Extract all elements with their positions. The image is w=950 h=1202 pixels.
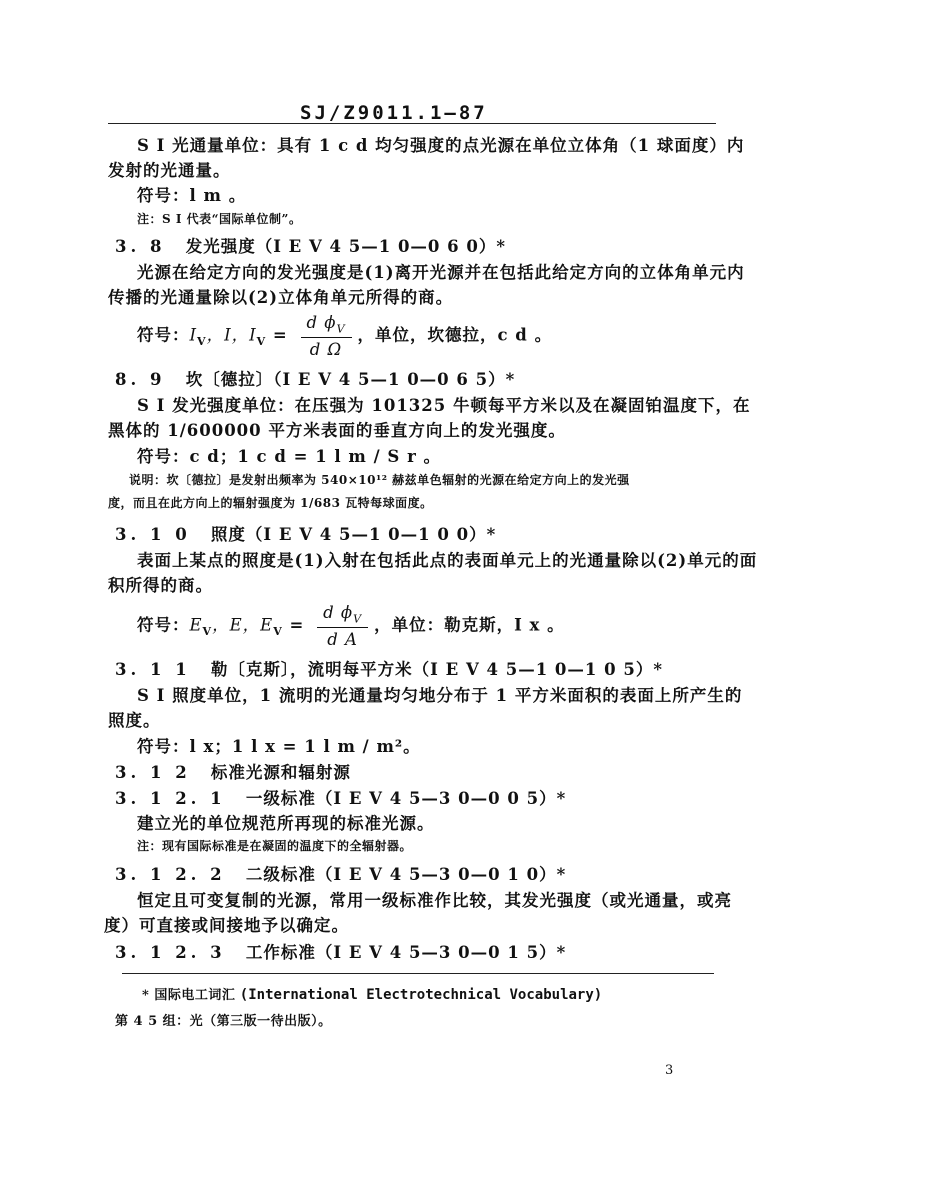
si-luminous-flux-line2: 发射的光通量。 (108, 161, 231, 180)
fraction-denominator: d A (327, 630, 358, 650)
formula-var: I (189, 325, 198, 345)
formula-eq: = (266, 325, 288, 345)
formula-var: E (189, 615, 203, 635)
footnote-prefix: * 国际电工词汇 (142, 988, 236, 1003)
header-rule (108, 123, 716, 124)
si-luminous-flux-line1: S I 光通量单位：具有 1 c d 均匀强度的点光源在单位立体角（1 球面度）内 (137, 136, 745, 155)
section-title: 二级标准（I E V 4 5—3 0—0 1 0）* (245, 865, 567, 884)
formula-lead: 符号： (137, 325, 190, 345)
section-title: 照度（I E V 4 5—1 0—1 0 0）* (210, 525, 497, 544)
formula-fraction (317, 603, 368, 649)
fraction-numerator-sub: V (353, 612, 363, 626)
section-3-12-2-text-line1: 恒定且可变复制的光源，常用一级标准作比较，其发光强度（或光通量，或亮 (137, 891, 732, 910)
section-title: 一级标准（I E V 4 5—3 0—0 0 5）* (245, 789, 567, 808)
section-3-11-heading (115, 656, 663, 680)
section-number: 3. 1 2. 3 (115, 943, 226, 962)
footnote-line1 (142, 984, 602, 1003)
document-code-header: SJ/Z9011.1—87 (300, 102, 488, 124)
illuminance-formula (137, 603, 565, 649)
section-number: 3. 1 0 (115, 525, 191, 544)
formula-tail: ，单位：勒克斯，I x 。 (374, 615, 565, 635)
formula-fraction (301, 313, 352, 359)
section-3-10-heading (115, 521, 496, 545)
section-3-10-text-line2: 积所得的商。 (108, 576, 213, 595)
section-3-12-3-heading (115, 939, 566, 963)
section-3-9-text-line1: S I 发光强度单位：在压强为 101325 牛顿每平方米以及在凝固铂温度下，在 (137, 396, 751, 415)
section-3-9-text-line2: 黑体的 1/600000 平方米表面的垂直方向上的发光强度。 (108, 421, 566, 440)
section-title: 标准光源和辐射源 (210, 763, 351, 782)
section-3-12-2-text-line2: 度）可直接或间接地予以确定。 (104, 916, 349, 935)
fraction-denominator: d Ω (309, 340, 343, 360)
page-number: 3 (665, 1063, 674, 1078)
section-number: 3. 1 2 (115, 763, 191, 782)
fraction-numerator: d ϕ (306, 313, 337, 332)
section-3-12-2-heading (115, 861, 566, 885)
section-title: 坎〔德拉〕（I E V 4 5—1 0—0 6 5）* (185, 370, 516, 389)
formula-sub2: V (273, 624, 283, 638)
formula-sub: V (202, 624, 213, 638)
section-number: 3. 1 2. 2 (115, 865, 226, 884)
section-number: 3. 8 (115, 237, 166, 256)
formula-eq: = (282, 615, 305, 635)
luminous-intensity-formula (137, 313, 552, 359)
fraction-numerator-sub: V (336, 322, 346, 336)
section-title: 发光强度（I E V 4 5—1 0—0 6 0）* (185, 237, 506, 256)
formula-mid: ，I，I (206, 325, 257, 345)
section-3-10-text-line1: 表面上某点的照度是(1)入射在包括此点的表面单元上的光通量除以(2)单元的面 (137, 551, 758, 570)
formula-lead: 符号： (137, 615, 190, 635)
section-number: 3. 1 1 (115, 660, 191, 679)
section-3-12-1-text: 建立光的单位规范所再现的标准光源。 (137, 814, 435, 833)
section-title: 工作标准（I E V 4 5—3 0—0 1 5）* (245, 943, 567, 962)
formula-sub: V (197, 334, 207, 348)
candela-note-line2: 度，而且在此方向上的辐射强度为 1/683 瓦特每球面度。 (108, 496, 433, 510)
section-3-12-1-heading (115, 785, 566, 809)
section-3-8-heading (115, 233, 506, 257)
section-number: 8. 9 (115, 370, 166, 389)
section-3-12-heading (115, 759, 351, 783)
section-3-8-text-line2: 传播的光通量除以(2)立体角单元所得的商。 (108, 288, 454, 307)
footnote-line2: 第 4 5 组：光（第三版一待出版）。 (115, 1014, 332, 1029)
section-number: 3. 1 2. 1 (115, 789, 226, 808)
section-3-8-text-line1: 光源在给定方向的发光强度是(1)离开光源并在包括此给定方向的立体角单元内 (137, 263, 745, 282)
fraction-numerator: d ϕ (323, 603, 354, 622)
section-3-9-heading (115, 366, 515, 390)
footnote-english: (International Electrotechnical Vocabulary) (239, 987, 603, 1003)
si-note: 注：S I 代表“国际单位制”。 (137, 212, 302, 226)
section-3-11-text-line1: S I 照度单位，1 流明的光通量均匀地分布于 1 平方米面积的表面上所产生的 (137, 686, 743, 705)
section-3-12-1-note: 注：现有国际标准是在凝固的温度下的全辐射器。 (137, 839, 413, 853)
section-3-11-text-line2: 照度。 (108, 711, 161, 730)
lux-symbol: 符号：l x；1 l x = 1 l m / m²。 (137, 737, 421, 756)
formula-tail: ，单位，坎德拉，c d 。 (357, 325, 553, 345)
footnote-rule (122, 973, 714, 974)
candela-note-line1: 说明：坎〔德拉〕是发射出频率为 540×10¹² 赫兹单色辐射的光源在给定方向上的发光强 (129, 473, 630, 487)
candela-symbol: 符号：c d；1 c d = 1 l m / S r 。 (137, 447, 442, 466)
formula-sub2: V (256, 334, 267, 348)
section-title: 勒〔克斯〕，流明每平方米（I E V 4 5—1 0—1 0 5）* (210, 660, 663, 679)
formula-mid: ，E，E (212, 615, 274, 635)
lumen-symbol: 符号：l m 。 (137, 186, 247, 205)
